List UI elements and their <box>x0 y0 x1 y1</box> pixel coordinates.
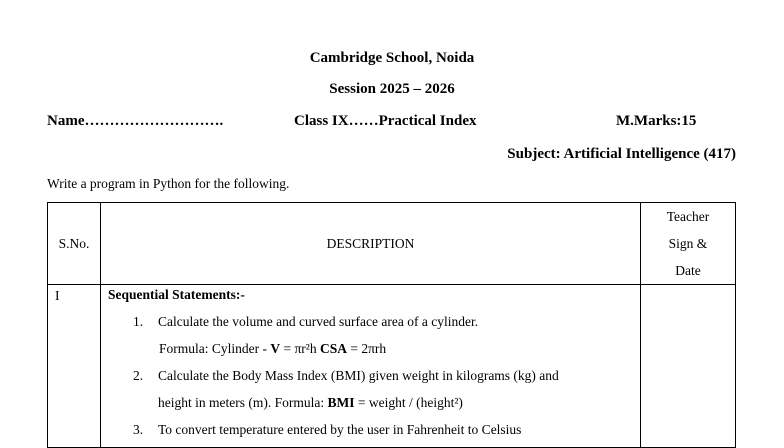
class-label: Class IX……Practical Index <box>294 113 477 129</box>
list-item <box>101 366 640 393</box>
formula-csa-symbol: CSA <box>319 341 347 356</box>
item-text: Calculate the volume and curved surface area of a cylinder. <box>158 314 479 329</box>
continuation-prefix: height in meters (m). Formula: <box>158 395 328 410</box>
formula-volume-symbol: V <box>270 341 281 356</box>
table-row <box>48 285 736 448</box>
list-item <box>101 312 640 339</box>
item-number: 1. <box>133 314 144 329</box>
school-title: Cambridge School, Noida <box>309 50 475 66</box>
formula-csa-expr: = 2πrh <box>347 341 387 356</box>
formula-volume-expr: = πr²h <box>280 341 320 356</box>
header-teacher-line1: Teacher <box>666 209 710 224</box>
max-marks-label: M.Marks:15 <box>616 113 697 129</box>
item-number: 3. <box>133 422 144 437</box>
formula-line <box>101 339 640 366</box>
item-text: To convert temperature entered by the user in Fahrenheit to Celsius <box>158 422 522 437</box>
subject-label: Subject: Artificial Intelligence (417) <box>507 146 736 162</box>
row-description <box>101 285 641 448</box>
item-text: Calculate the Body Mass Index (BMI) given weight in kilograms (kg) and <box>158 368 559 383</box>
section-title: Sequential Statements:- <box>108 287 245 302</box>
list-item <box>101 420 640 447</box>
header-description: DESCRIPTION <box>101 203 641 285</box>
header-teacher-line3: Date <box>675 263 701 278</box>
header-teacher-sign-date <box>641 203 736 285</box>
row-sno: I <box>48 285 101 448</box>
item-continuation <box>101 393 640 420</box>
header-teacher-line2: Sign & <box>668 236 708 251</box>
formula-bmi-expr: = weight / (height²) <box>354 395 463 410</box>
instruction-text: Write a program in Python for the following. <box>47 176 290 191</box>
row-teacher-sign <box>641 285 736 448</box>
header-sno: S.No. <box>48 203 101 285</box>
practical-index-table <box>47 202 736 448</box>
formula-prefix: Formula: Cylinder - <box>159 341 271 356</box>
formula-bmi-symbol: BMI <box>327 395 355 410</box>
session-title: Session 2025 – 2026 <box>329 81 455 97</box>
name-label: Name………………………. <box>47 113 224 129</box>
table-header-row <box>48 203 736 285</box>
item-number: 2. <box>133 368 144 383</box>
